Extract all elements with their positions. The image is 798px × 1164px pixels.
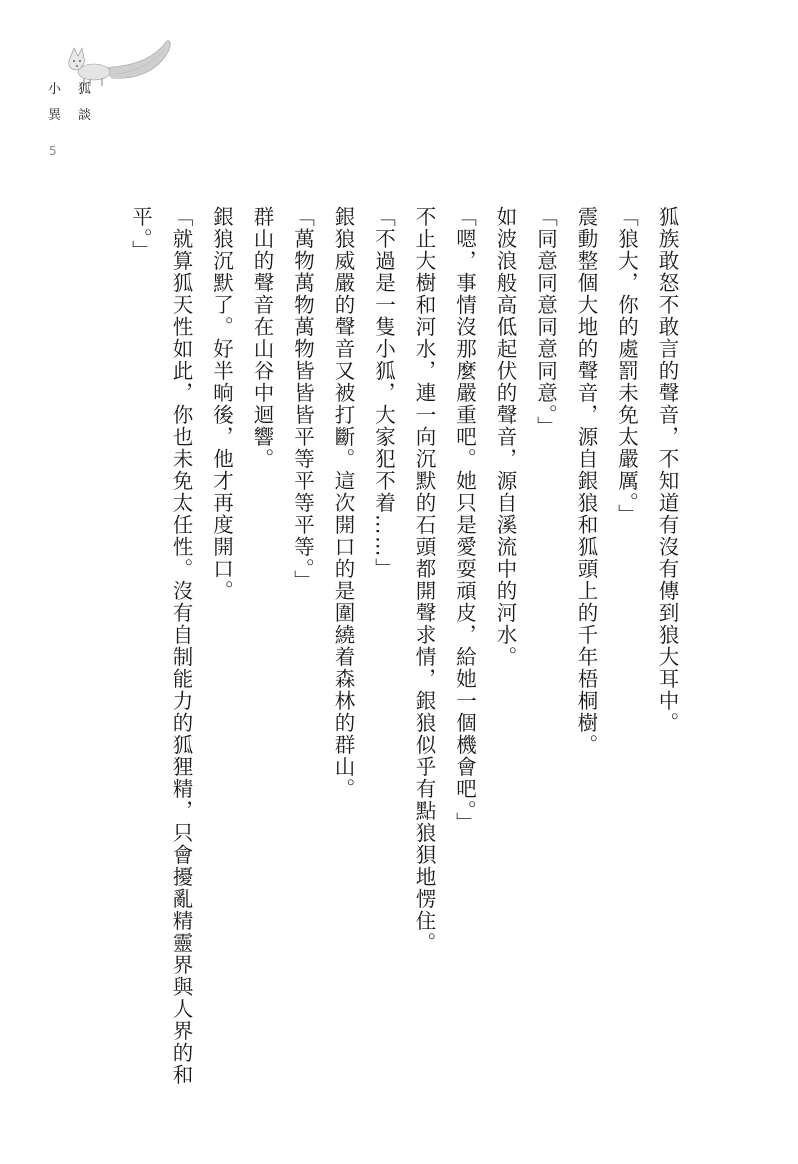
series-title-line-2 — [48, 104, 108, 123]
page-header — [40, 36, 170, 166]
paragraph: 銀狼威嚴的聲音又被打斷。這次開口的是圍繞着森林的群山。 — [331, 206, 355, 800]
paragraph: 群山的聲音在山谷中迴響。 — [250, 206, 274, 470]
paragraph: 「萬物萬物萬物皆皆皆平等平等平等。」 — [290, 206, 315, 592]
paragraph: 「嗯，事情沒那麼嚴重吧。她只是愛耍頑皮，給她一個機會吧。」 — [452, 206, 477, 834]
series-title-char: 狐 — [78, 82, 92, 97]
paragraph: 「不過是一隻小狐，大家犯不着……」 — [371, 206, 396, 580]
paragraph: 狐族敢怒不敢言的聲音，不知道有沒有傳到狼大耳中。 — [655, 206, 679, 734]
page-number: 5 — [49, 144, 57, 158]
paragraph: 不止大樹和河水，連一向沉默的石頭都開聲求情，銀狼似乎有點狼狽地愣住。 — [412, 206, 436, 954]
paragraph: 「就算狐天性如此，你也未免太任性。沒有自制能力的狐狸精，只會擾亂精靈界與人界的和平。」 — [128, 206, 193, 1086]
paragraph: 震動整個大地的聲音，源自銀狼和狐頭上的千年梧桐樹。 — [574, 206, 598, 756]
series-title-char: 小 — [48, 82, 62, 97]
paragraph: 「同意同意同意同意。」 — [533, 206, 558, 438]
paragraph: 如波浪般高低起伏的聲音，源自溪流中的河水。 — [493, 206, 517, 668]
series-title-line-1 — [48, 78, 108, 97]
series-title-char: 談 — [78, 108, 92, 123]
vertical-text-body — [87, 206, 687, 1106]
series-title-char: 異 — [48, 108, 62, 123]
paragraph: 「狼大，你的處罰未免太嚴厲。」 — [614, 206, 639, 526]
paragraph: 銀狼沉默了。好半晌後，他才再度開口。 — [209, 206, 234, 602]
